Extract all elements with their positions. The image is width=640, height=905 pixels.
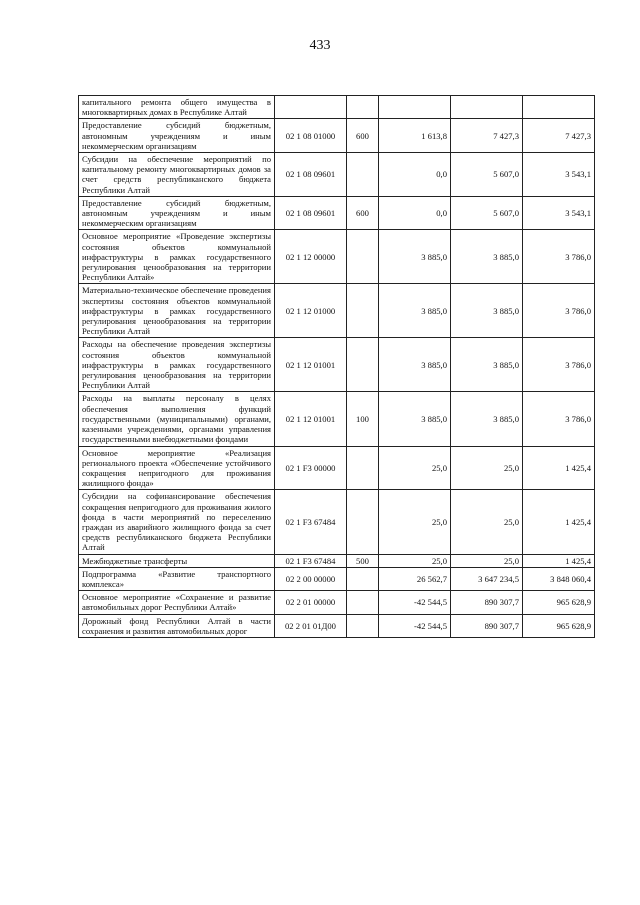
row-code-cell: 02 1 12 01001 bbox=[275, 338, 347, 392]
table-row bbox=[79, 446, 595, 490]
row-expense-type-cell: 600 bbox=[347, 119, 379, 153]
row-value-1-cell: 25,0 bbox=[379, 490, 451, 554]
row-value-1-cell: 3 885,0 bbox=[379, 284, 451, 338]
row-name-cell: Материально-техническое обеспечение проведения экспертизы состояния объектов коммунальной инфраструктуры в рамках государственного регулирования ценообразования на территории Республики Алтай bbox=[79, 284, 275, 338]
row-value-3-cell: 3 786,0 bbox=[523, 392, 595, 446]
row-value-3-cell: 965 628,9 bbox=[523, 614, 595, 637]
row-value-2-cell: 5 607,0 bbox=[451, 153, 523, 197]
row-expense-type-cell bbox=[347, 284, 379, 338]
table-row bbox=[79, 96, 595, 119]
table-row bbox=[79, 119, 595, 153]
row-value-1-cell: -42 544,5 bbox=[379, 591, 451, 614]
row-expense-type-cell bbox=[347, 446, 379, 490]
row-value-3-cell: 3 848 060,4 bbox=[523, 567, 595, 590]
row-value-2-cell: 890 307,7 bbox=[451, 591, 523, 614]
row-code-cell: 02 1 F3 67484 bbox=[275, 554, 347, 567]
row-value-3-cell: 1 425,4 bbox=[523, 490, 595, 554]
row-name-cell: Межбюджетные трансферты bbox=[79, 554, 275, 567]
row-value-1-cell: 26 562,7 bbox=[379, 567, 451, 590]
table-row bbox=[79, 196, 595, 230]
row-expense-type-cell bbox=[347, 567, 379, 590]
row-expense-type-cell bbox=[347, 338, 379, 392]
row-value-2-cell bbox=[451, 96, 523, 119]
row-expense-type-cell bbox=[347, 230, 379, 284]
row-value-2-cell: 3 647 234,5 bbox=[451, 567, 523, 590]
row-value-1-cell bbox=[379, 96, 451, 119]
row-value-2-cell: 5 607,0 bbox=[451, 196, 523, 230]
row-value-1-cell: 3 885,0 bbox=[379, 392, 451, 446]
row-code-cell: 02 1 08 01000 bbox=[275, 119, 347, 153]
row-expense-type-cell bbox=[347, 591, 379, 614]
table-row bbox=[79, 554, 595, 567]
row-value-3-cell: 965 628,9 bbox=[523, 591, 595, 614]
row-value-1-cell: 3 885,0 bbox=[379, 338, 451, 392]
row-code-cell: 02 1 12 01001 bbox=[275, 392, 347, 446]
row-code-cell: 02 1 12 01000 bbox=[275, 284, 347, 338]
row-expense-type-cell bbox=[347, 153, 379, 197]
table-row bbox=[79, 591, 595, 614]
row-value-1-cell: 25,0 bbox=[379, 446, 451, 490]
row-value-2-cell: 25,0 bbox=[451, 554, 523, 567]
row-name-cell: Предоставление субсидий бюджетным, автономным учреждениям и иным некоммерческим организациям bbox=[79, 119, 275, 153]
row-value-1-cell: 25,0 bbox=[379, 554, 451, 567]
row-name-cell: Основное мероприятие «Проведение экспертизы состояния объектов коммунальной инфраструктуры в рамках государственного регулирования ценообразования на территории Республики Алтай» bbox=[79, 230, 275, 284]
page-number: 433 bbox=[309, 38, 331, 53]
table-row bbox=[79, 284, 595, 338]
row-value-1-cell: 1 613,8 bbox=[379, 119, 451, 153]
row-name-cell: Основное мероприятие «Сохранение и развитие автомобильных дорог Республики Алтай» bbox=[79, 591, 275, 614]
table-row bbox=[79, 614, 595, 637]
row-value-3-cell: 1 425,4 bbox=[523, 446, 595, 490]
row-expense-type-cell: 100 bbox=[347, 392, 379, 446]
row-value-3-cell: 3 543,1 bbox=[523, 196, 595, 230]
row-name-cell: капитального ремонта общего имущества в многоквартирных домах в Республике Алтай bbox=[79, 96, 275, 119]
row-value-1-cell: 3 885,0 bbox=[379, 230, 451, 284]
table-row bbox=[79, 230, 595, 284]
row-value-2-cell: 3 885,0 bbox=[451, 230, 523, 284]
row-expense-type-cell bbox=[347, 96, 379, 119]
row-name-cell: Субсидии на софинансирование обеспечения сокращения непригодного для проживания жилого фонда в части мероприятий по переселению граждан из аварийного жилищного фонда за счет средств республиканского бюджета Республики Алтай bbox=[79, 490, 275, 554]
row-expense-type-cell bbox=[347, 490, 379, 554]
row-code-cell: 02 1 12 00000 bbox=[275, 230, 347, 284]
row-value-1-cell: -42 544,5 bbox=[379, 614, 451, 637]
row-expense-type-cell: 500 bbox=[347, 554, 379, 567]
row-name-cell: Субсидии на обеспечение мероприятий по капитальному ремонту многоквартирных домов за счет средств республиканского бюджета Республики Алтай bbox=[79, 153, 275, 197]
row-name-cell: Предоставление субсидий бюджетным, автономным учреждениям и иным некоммерческим организациям bbox=[79, 196, 275, 230]
row-value-2-cell: 25,0 bbox=[451, 446, 523, 490]
row-value-2-cell: 7 427,3 bbox=[451, 119, 523, 153]
row-name-cell: Дорожный фонд Республики Алтай в части сохранения и развития автомобильных дорог bbox=[79, 614, 275, 637]
row-value-3-cell: 7 427,3 bbox=[523, 119, 595, 153]
row-value-3-cell: 3 543,1 bbox=[523, 153, 595, 197]
table-row bbox=[79, 392, 595, 446]
row-value-2-cell: 25,0 bbox=[451, 490, 523, 554]
row-expense-type-cell bbox=[347, 614, 379, 637]
row-value-3-cell: 3 786,0 bbox=[523, 338, 595, 392]
row-code-cell: 02 2 01 01Д00 bbox=[275, 614, 347, 637]
row-value-2-cell: 3 885,0 bbox=[451, 284, 523, 338]
row-name-cell: Основное мероприятие «Реализация регионального проекта «Обеспечение устойчивого сокращения непригодного для проживания жилищного фонда» bbox=[79, 446, 275, 490]
row-value-3-cell: 3 786,0 bbox=[523, 284, 595, 338]
row-code-cell: 02 1 F3 00000 bbox=[275, 446, 347, 490]
row-value-3-cell bbox=[523, 96, 595, 119]
row-value-3-cell: 3 786,0 bbox=[523, 230, 595, 284]
row-code-cell: 02 1 08 09601 bbox=[275, 153, 347, 197]
row-code-cell bbox=[275, 96, 347, 119]
row-value-2-cell: 3 885,0 bbox=[451, 392, 523, 446]
row-name-cell: Подпрограмма «Развитие транспортного комплекса» bbox=[79, 567, 275, 590]
row-value-1-cell: 0,0 bbox=[379, 196, 451, 230]
row-code-cell: 02 1 F3 67484 bbox=[275, 490, 347, 554]
row-value-2-cell: 3 885,0 bbox=[451, 338, 523, 392]
row-name-cell: Расходы на обеспечение проведения экспертизы состояния объектов коммунальной инфраструктуры в рамках государственного регулирования ценообразования на территории Республики Алтай bbox=[79, 338, 275, 392]
row-name-cell: Расходы на выплаты персоналу в целях обеспечения выполнения функций государственными (муниципальными) органами, казенными учреждениями, органами управления государственными внебюджетными фондами bbox=[79, 392, 275, 446]
table-row bbox=[79, 338, 595, 392]
row-code-cell: 02 2 01 00000 bbox=[275, 591, 347, 614]
row-value-1-cell: 0,0 bbox=[379, 153, 451, 197]
row-code-cell: 02 2 00 00000 bbox=[275, 567, 347, 590]
table-row bbox=[79, 567, 595, 590]
row-value-2-cell: 890 307,7 bbox=[451, 614, 523, 637]
table-row bbox=[79, 153, 595, 197]
budget-table bbox=[78, 95, 595, 638]
row-expense-type-cell: 600 bbox=[347, 196, 379, 230]
table-row bbox=[79, 490, 595, 554]
row-value-3-cell: 1 425,4 bbox=[523, 554, 595, 567]
row-code-cell: 02 1 08 09601 bbox=[275, 196, 347, 230]
